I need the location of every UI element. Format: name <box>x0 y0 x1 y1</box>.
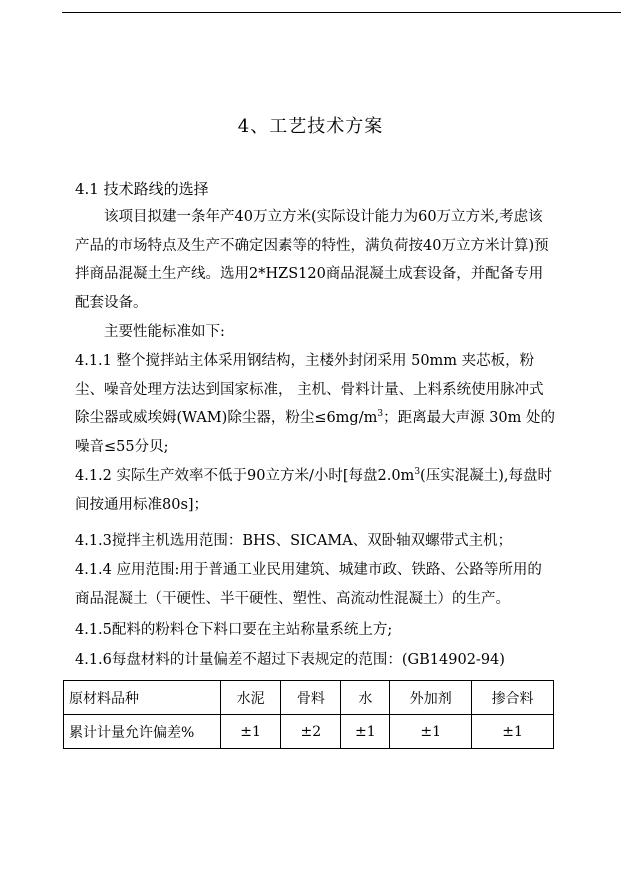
intro-paragraph: 该项目拟建一条年产40万立方米(实际设计能力为60万立方米,考虑该产品的市场特点及生产不确定因素等的特性，满负荷按40万立方米计算)预拌商品混凝土生产线。选用2*HZS120商品混凝土成套设备，并配备专用配套设备。 <box>75 209 549 311</box>
section-heading: 4.1 技术路线的选择 <box>75 180 209 198</box>
table-header-cell: 骨料 <box>281 681 341 715</box>
table-cell: ±1 <box>341 715 390 749</box>
item-4-1-1-text-a: 4.1.1 整个搅拌站主体采用钢结构，主楼外封闭采用 50mm 夹芯板，粉尘、噪音处理方法达到国家标准， 主机、骨料计量、上料系统使用脉冲式除尘器或威埃姆(WAM)除尘器，粉尘≤6mg/m <box>75 353 544 426</box>
table-cell: ±2 <box>281 715 341 749</box>
superscript-3: 3 <box>377 409 384 420</box>
item-4-1-2 <box>75 462 555 519</box>
table-header-cell: 水泥 <box>221 681 281 715</box>
table-header-row <box>64 681 554 715</box>
item-4-1-1-text-b: ；距离最大声源 30m 处的噪音≤55分贝; <box>75 410 556 455</box>
deviation-table <box>63 680 554 749</box>
item-4-1-6: 4.1.6每盘材料的计量偏差不超过下表规定的范围：(GB14902-94) <box>75 652 505 668</box>
table-cell: ±1 <box>221 715 281 749</box>
table-row <box>64 715 554 749</box>
superscript-3: 3 <box>414 467 421 478</box>
item-4-1-2-text-b: (压实混凝土),每盘时间按通用标准80s]； <box>75 468 552 513</box>
item-4-1-1 <box>75 347 555 461</box>
table-cell: 累计计量允许偏差% <box>64 715 221 749</box>
item-4-1-4: 4.1.4 应用范围:用于普通工业民用建筑、城建市政、铁路、公路等所用的商品混凝土（干硬性、半干硬性、塑性、高流动性混凝土）的生产。 <box>75 562 542 607</box>
performance-intro: 主要性能标准如下: <box>104 324 225 340</box>
table-header-cell: 掺合料 <box>472 681 554 715</box>
table-header-cell: 原材料品种 <box>64 681 221 715</box>
item-4-1-3: 4.1.3搅拌主机选用范围：BHS、SICAMA、双卧轴双螺带式主机； <box>75 533 513 549</box>
table-cell: ±1 <box>472 715 554 749</box>
table-header-cell: 水 <box>341 681 390 715</box>
table-cell: ±1 <box>390 715 472 749</box>
page-title: 4、工艺技术方案 <box>237 116 384 137</box>
item-4-1-5: 4.1.5配料的粉料仓下料口要在主站称量系统上方; <box>75 622 393 638</box>
table-header-cell: 外加剂 <box>390 681 472 715</box>
item-4-1-2-text-a: 4.1.2 实际生产效率不低于90立方米/小时[每盘2.0m <box>75 468 415 484</box>
header-rule <box>62 12 621 13</box>
